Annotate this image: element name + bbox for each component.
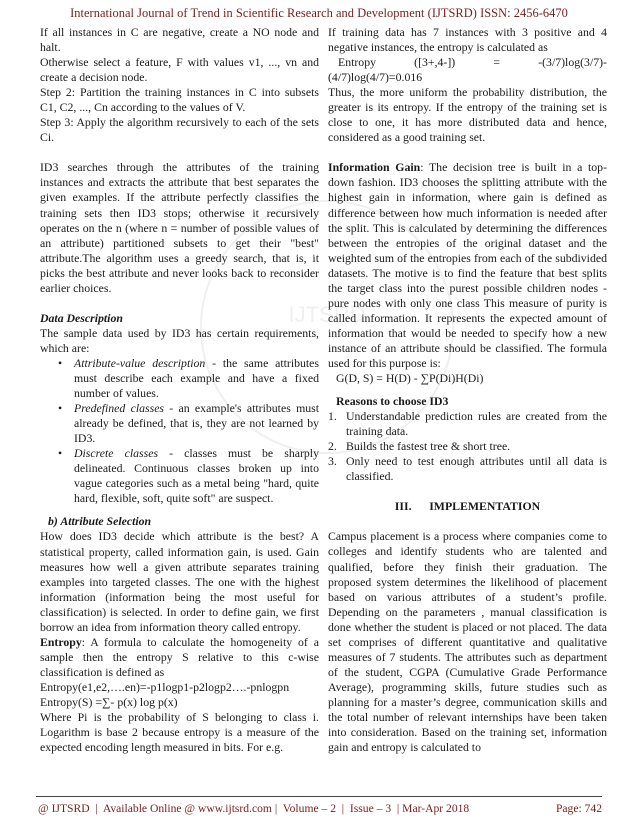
paragraph-information-gain <box>328 160 607 371</box>
section-heading-attribute-selection: b) Attribute Selection <box>48 514 152 529</box>
paragraph: Where Pi is the probability of S belonging to class i. Logarithm is base 2 because entropy is a measure of the expected encoding length measured in bits. For e.g. <box>40 710 319 755</box>
list-item-term: Predefined classes <box>74 401 165 416</box>
entropy-example-result: (4/7)log(4/7)=0.016 <box>328 70 423 85</box>
list-item <box>328 439 607 454</box>
formula-entropy-expanded: Entropy(e1,e2,….en)=-p1logp1-p2logp2….-pnlogpn <box>40 679 290 694</box>
paragraph: Step 3: Apply the algorithm recursively to each of the sets Ci. <box>40 115 319 145</box>
entropy-example-row <box>328 55 607 70</box>
list-item-text: Builds the fastest tree & short tree. <box>346 439 511 454</box>
entropy-text: : A formula to calculate the homogeneity of a sample then the entropy S relative to this c-wise classification is defined as <box>40 634 319 679</box>
information-gain-label: Information Gain <box>328 160 421 175</box>
formula-gain: G(D, S) = H(D) - ∑P(Di)H(Di) <box>336 371 484 386</box>
list-item <box>74 446 319 506</box>
reasons-list <box>328 409 607 484</box>
paragraph: If all instances in C are negative, create a NO node and halt. <box>40 25 319 55</box>
footer-divider <box>36 796 602 797</box>
paragraph: The sample data used by ID3 has certain requirements, which are: <box>40 325 319 355</box>
list-item <box>74 356 319 401</box>
list-item <box>74 401 319 446</box>
paragraph-entropy <box>40 635 319 680</box>
list-item-text: - an example's attributes must already be defined, that is, they are not learned by ID3. <box>74 401 320 446</box>
journal-header: International Journal of Trend in Scientific Research and Development (IJTSRD) ISSN: 2456-6470 <box>70 6 568 20</box>
section-heading-implementation: III. IMPLEMENTATION <box>394 499 541 514</box>
requirements-list <box>40 356 319 506</box>
list-item-text: Only need to test enough attributes until all data is classified. <box>346 454 607 484</box>
list-item-number: 1. <box>328 409 337 424</box>
right-column <box>328 25 607 755</box>
paragraph: Otherwise select a feature, F with values v1, ..., vn and create a decision node. <box>40 55 319 85</box>
formula-entropy-sum: Entropy(S) =∑- p(x) log p(x) <box>40 694 178 709</box>
list-item-text: - the same attributes must describe each example and have a fixed number of values. <box>74 355 319 401</box>
list-item <box>328 409 607 439</box>
paragraph: Thus, the more uniform the probability distribution, the greater is its entropy. If the entropy of the training set is close to one, it has more distributed data and hence, considered as a good training set. <box>328 85 607 145</box>
entropy-example-label: Entropy <box>338 55 377 70</box>
watermark-text: IJTSRD <box>288 302 366 327</box>
list-item-text: Understandable prediction rules are created from the training data. <box>346 409 607 439</box>
entropy-example-set: ([3+,4-]) <box>414 55 456 70</box>
paragraph: Campus placement is a process where companies come to colleges and identify students who are talented and qualified, before they finish their graduation. The proposed system determines the likelihood of placement based on various attributes of a student’s profile. Depending on the parameters , manual classification is done whether the student is placed or not placed. The data set comprises of different quantitative and qualitative measures of 7 students. The attributes such as department of the student, CGPA (Cumulative Grade Performance Average), programming skills, future studies such as planning for a master’s degree, communication skills and the total number of relevant internships have been taken into consideration. Based on the training set, information gain and entropy is calculated to <box>328 529 607 755</box>
page-number: Page: 742 <box>555 802 602 815</box>
paragraph: ID3 searches through the attributes of the training instances and extracts the attribute that best separates the given examples. If the attribute perfectly classifies the training sets then ID3 stops; otherwise it recursively operates on the n (where n = number of possible values of an attribute) partitioned subsets to get their "best" attribute.The algorithm uses a greedy search, that is, it picks the best attribute and never looks back to reconsider earlier choices. <box>40 160 319 295</box>
paragraph: If training data has 7 instances with 3 positive and 4 negative instances, the entropy is calculated as <box>328 25 607 55</box>
list-item-term: Discrete classes <box>74 446 159 461</box>
list-item <box>328 454 607 484</box>
list-item-number: 3. <box>328 454 337 469</box>
entropy-example-expr: -(3/7)log(3/7)- <box>538 55 607 70</box>
list-item-text: - classes must be sharply delineated. Continuous classes broken up into vague categories such as a metal being "hard, quite hard, flexible, soft, quite soft" are suspect. <box>74 446 319 506</box>
left-column <box>40 25 319 755</box>
paragraph: Step 2: Partition the training instances in C into subsets C1, C2, ..., Cn according to the values of V. <box>40 85 319 115</box>
list-item-number: 2. <box>328 439 337 454</box>
section-heading-reasons: Reasons to choose ID3 <box>336 394 449 409</box>
list-item-term: Attribute-value description <box>74 355 206 370</box>
page-footer <box>38 802 602 815</box>
footer-info: @ IJTSRD | Available Online @ www.ijtsrd.com | Volume – 2 | Issue – 3 | Mar-Apr 2018 <box>38 802 470 815</box>
information-gain-text: : The decision tree is built in a top-down fashion. ID3 chooses the splitting attribute with the highest gain in information, where gain is defined as difference between how much information is needed after the split. This is calculated by determining the differences between the entropies of the original dataset and the weighted sum of the entropies from each of the subdivided datasets. The motive is to find the feature that best splits the target class into the purest possible children nodes - pure nodes with only one class This measure of purity is called information. It represents the expected amount of information that would be needed to specify how a new instance of an attribute should be classified. The formula used for this purpose is: <box>328 160 608 370</box>
entropy-label: Entropy <box>40 634 82 649</box>
section-heading-data-description: Data Description <box>40 310 123 325</box>
entropy-example-equals: = <box>493 55 501 70</box>
paragraph: How does ID3 decide which attribute is the best? A statistical property, called information gain, is used. Gain measures how well a given attribute separates training examples into targeted classes. The one with the highest information (information being the most useful for classification) is selected. In order to define gain, we first borrow an idea from information theory called entropy. <box>40 529 319 634</box>
